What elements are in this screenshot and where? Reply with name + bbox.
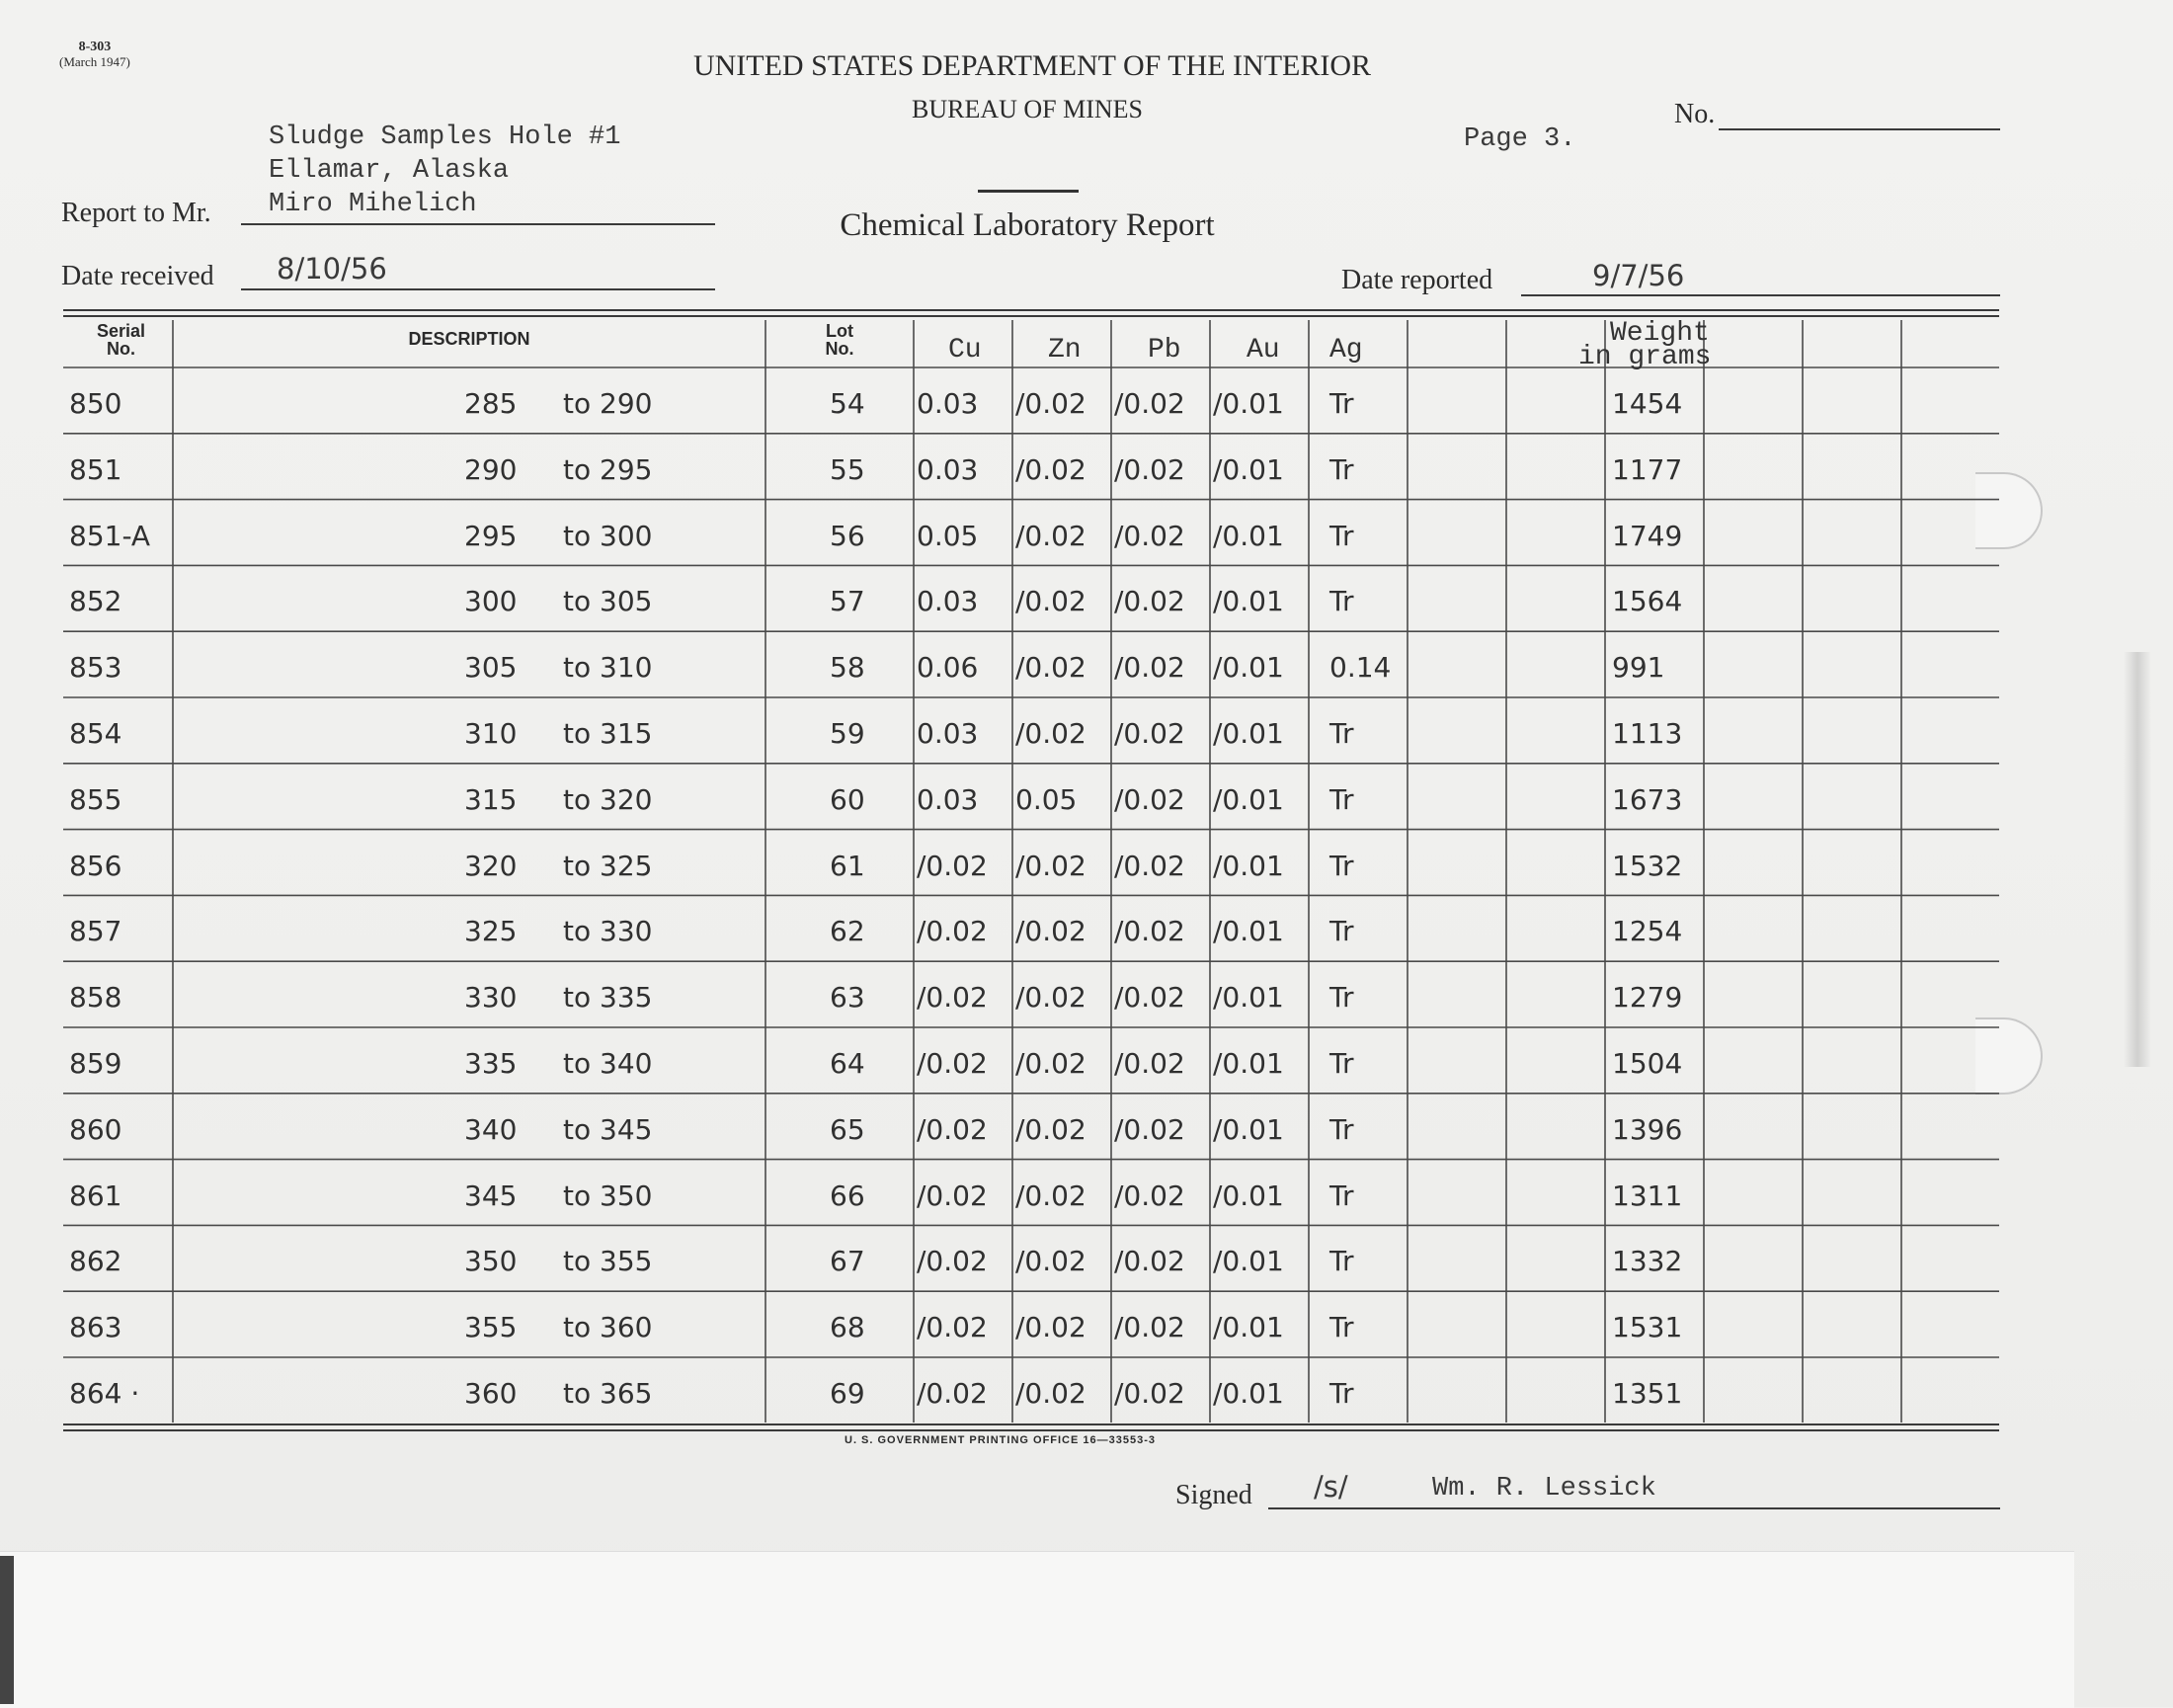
cell-cu: 0.05 (917, 519, 979, 552)
cell-lot: 63 (830, 981, 865, 1015)
cell-cu: /0.02 (917, 1047, 988, 1080)
cell-au: /0.01 (1213, 782, 1284, 816)
header-pb: Pb (1148, 335, 1181, 366)
cell-weight: 1531 (1612, 1311, 1683, 1344)
cell-to: to 340 (563, 1047, 653, 1080)
header-zn: Zn (1048, 335, 1082, 366)
cell-serial: 851 (69, 452, 122, 486)
cell-pb: /0.02 (1114, 849, 1185, 882)
bureau-heading: BUREAU OF MINES (911, 95, 1144, 123)
cell-weight: 1113 (1612, 717, 1683, 750)
report-title: Chemical Laboratory Report (840, 207, 1215, 243)
cell-from: 320 (464, 849, 518, 882)
cell-ag: 0.14 (1329, 651, 1392, 685)
cell-ag: Tr (1329, 717, 1354, 750)
cell-pb: /0.02 (1114, 387, 1185, 420)
cell-to: to 350 (563, 1179, 653, 1212)
department-heading: UNITED STATES DEPARTMENT OF THE INTERIOR (692, 49, 1372, 82)
cell-zn: /0.02 (1015, 1179, 1086, 1212)
cell-au: /0.01 (1213, 1112, 1284, 1146)
cell-to: to 345 (563, 1112, 653, 1146)
cell-serial: 856 (69, 849, 122, 882)
cell-ag: Tr (1329, 1047, 1354, 1080)
cell-zn: /0.02 (1015, 1377, 1086, 1410)
cell-cu: 0.03 (917, 387, 979, 420)
sample-description-line2: Ellamar, Alaska (269, 156, 510, 186)
cell-serial: 850 (69, 387, 122, 420)
cell-ag: Tr (1329, 585, 1354, 618)
cell-zn: /0.02 (1015, 585, 1086, 618)
cell-to: to 310 (563, 651, 653, 685)
cell-to: to 300 (563, 519, 653, 552)
cell-pb: /0.02 (1114, 981, 1185, 1015)
cell-lot: 65 (830, 1112, 865, 1146)
cell-weight: 1749 (1612, 519, 1683, 552)
cell-serial: 863 (69, 1311, 122, 1344)
cell-zn: /0.02 (1015, 519, 1086, 552)
header-lot (765, 322, 914, 358)
header-au: Au (1247, 335, 1280, 366)
signed-label: Signed (1175, 1480, 1252, 1510)
cell-au: /0.01 (1213, 1311, 1284, 1344)
cell-weight: 1454 (1612, 387, 1683, 420)
cell-pb: /0.02 (1114, 585, 1185, 618)
cell-weight: 1351 (1612, 1377, 1683, 1410)
cell-cu: /0.02 (917, 1179, 988, 1212)
cell-pb: /0.02 (1114, 519, 1185, 552)
cell-cu: /0.02 (917, 849, 988, 882)
cell-to: to 315 (563, 717, 653, 750)
cell-pb: /0.02 (1114, 1179, 1185, 1212)
cell-ag: Tr (1329, 782, 1354, 816)
cell-lot: 67 (830, 1245, 865, 1278)
cell-from: 285 (464, 387, 518, 420)
cell-ag: Tr (1329, 1179, 1354, 1212)
cell-cu: /0.02 (917, 1112, 988, 1146)
header-serial (69, 322, 173, 358)
cell-from: 300 (464, 585, 518, 618)
cell-serial: 851-A (69, 519, 151, 552)
cell-ag: Tr (1329, 1377, 1354, 1410)
cell-ag: Tr (1329, 981, 1354, 1015)
cell-au: /0.01 (1213, 651, 1284, 685)
date-reported-value: 9/7/56 (1592, 259, 1685, 292)
cell-zn: /0.02 (1015, 651, 1086, 685)
cell-from: 355 (464, 1311, 518, 1344)
signed-name: Wm. R. Lessick (1432, 1474, 1656, 1504)
cell-weight: 1177 (1612, 452, 1683, 486)
cell-from: 330 (464, 981, 518, 1015)
cell-au: /0.01 (1213, 585, 1284, 618)
cell-zn: /0.02 (1015, 849, 1086, 882)
cell-to: to 325 (563, 849, 653, 882)
cell-lot: 69 (830, 1377, 865, 1410)
cell-serial: 858 (69, 981, 122, 1015)
cell-pb: /0.02 (1114, 1311, 1185, 1344)
cell-lot: 56 (830, 519, 865, 552)
header-weight-line1: Weight (1610, 318, 1710, 349)
report-to-value: Miro Mihelich (269, 190, 477, 219)
cell-weight: 1332 (1612, 1245, 1683, 1278)
form-edition: (March 1947) (59, 54, 130, 69)
cell-au: /0.01 (1213, 915, 1284, 948)
scan-edge (0, 1556, 14, 1704)
cell-serial: 862 (69, 1245, 122, 1278)
cell-weight: 1673 (1612, 782, 1683, 816)
cell-lot: 62 (830, 915, 865, 948)
cell-au: /0.01 (1213, 1047, 1284, 1080)
cell-pb: /0.02 (1114, 651, 1185, 685)
cell-zn: /0.02 (1015, 452, 1086, 486)
cell-au: /0.01 (1213, 1377, 1284, 1410)
cell-au: /0.01 (1213, 1179, 1284, 1212)
cell-pb: /0.02 (1114, 915, 1185, 948)
cell-ag: Tr (1329, 1245, 1354, 1278)
cell-weight: 1504 (1612, 1047, 1683, 1080)
header-cu: Cu (948, 335, 982, 366)
header-description: DESCRIPTION (408, 329, 530, 349)
cell-pb: /0.02 (1114, 1377, 1185, 1410)
cell-zn: /0.02 (1015, 1311, 1086, 1344)
cell-serial: 855 (69, 782, 122, 816)
cell-from: 290 (464, 452, 518, 486)
cell-weight: 1564 (1612, 585, 1683, 618)
signature-underline (1268, 1507, 2000, 1509)
cell-lot: 54 (830, 387, 865, 420)
form-number: 8-303 (78, 40, 112, 54)
cell-au: /0.01 (1213, 849, 1284, 882)
date-reported-label: Date reported (1341, 265, 1493, 295)
cell-lot: 59 (830, 717, 865, 750)
cell-ag: Tr (1329, 849, 1354, 882)
cell-to: to 330 (563, 915, 653, 948)
cell-zn: /0.02 (1015, 1047, 1086, 1080)
cell-au: /0.01 (1213, 981, 1284, 1015)
cell-from: 315 (464, 782, 518, 816)
cell-au: /0.01 (1213, 452, 1284, 486)
cell-zn: /0.02 (1015, 915, 1086, 948)
cell-lot: 66 (830, 1179, 865, 1212)
header-serial-line1: Serial (96, 321, 146, 341)
cell-weight: 1279 (1612, 981, 1683, 1015)
cell-cu: /0.02 (917, 1377, 988, 1410)
cell-to: to 305 (563, 585, 653, 618)
scan-bottom-strip (0, 1551, 2074, 1708)
cell-serial: 854 (69, 717, 122, 750)
cell-weight: 1311 (1612, 1179, 1683, 1212)
cell-cu: 0.03 (917, 717, 979, 750)
cell-serial: 852 (69, 585, 122, 618)
cell-zn: /0.02 (1015, 387, 1086, 420)
date-received-label: Date received (61, 261, 214, 291)
cell-au: /0.01 (1213, 519, 1284, 552)
cell-lot: 64 (830, 1047, 865, 1080)
cell-serial: 857 (69, 915, 122, 948)
cell-cu: 0.03 (917, 452, 979, 486)
cell-to: to 295 (563, 452, 653, 486)
cell-serial: 864 · (69, 1377, 140, 1410)
cell-from: 295 (464, 519, 518, 552)
cell-au: /0.01 (1213, 717, 1284, 750)
report-to-label: Report to Mr. (61, 198, 211, 228)
cell-zn: /0.02 (1015, 981, 1086, 1015)
cell-cu: /0.02 (917, 915, 988, 948)
cell-serial: 853 (69, 651, 122, 685)
cell-to: to 335 (563, 981, 653, 1015)
cell-pb: /0.02 (1114, 1047, 1185, 1080)
cell-lot: 58 (830, 651, 865, 685)
cell-ag: Tr (1329, 1311, 1354, 1344)
cell-weight: 1532 (1612, 849, 1683, 882)
cell-from: 335 (464, 1047, 518, 1080)
header-lot-line1: Lot (826, 321, 853, 341)
cell-from: 340 (464, 1112, 518, 1146)
cell-from: 350 (464, 1245, 518, 1278)
cell-cu: /0.02 (917, 1311, 988, 1344)
header-lot-line2: No. (825, 339, 854, 359)
cell-from: 345 (464, 1179, 518, 1212)
page-number: Page 3. (1464, 124, 1576, 154)
cell-lot: 61 (830, 849, 865, 882)
cell-serial: 860 (69, 1112, 122, 1146)
cell-ag: Tr (1329, 519, 1354, 552)
cell-serial: 859 (69, 1047, 122, 1080)
cell-serial: 861 (69, 1179, 122, 1212)
header-serial-line2: No. (107, 339, 135, 359)
cell-pb: /0.02 (1114, 717, 1185, 750)
cell-lot: 68 (830, 1311, 865, 1344)
date-received-value: 8/10/56 (277, 252, 387, 285)
cell-to: to 355 (563, 1245, 653, 1278)
cell-lot: 57 (830, 585, 865, 618)
cell-to: to 320 (563, 782, 653, 816)
cell-au: /0.01 (1213, 387, 1284, 420)
cell-zn: /0.02 (1015, 717, 1086, 750)
cell-ag: Tr (1329, 387, 1354, 420)
cell-ag: Tr (1329, 1112, 1354, 1146)
sample-description-line1: Sludge Samples Hole #1 (269, 122, 621, 152)
cell-from: 325 (464, 915, 518, 948)
cell-weight: 1254 (1612, 915, 1683, 948)
cell-au: /0.01 (1213, 1245, 1284, 1278)
cell-from: 360 (464, 1377, 518, 1410)
cell-pb: /0.02 (1114, 1245, 1185, 1278)
cell-ag: Tr (1329, 915, 1354, 948)
cell-lot: 60 (830, 782, 865, 816)
signed-mark: /s/ (1314, 1470, 1348, 1504)
cell-ag: Tr (1329, 452, 1354, 486)
cell-cu: 0.03 (917, 585, 979, 618)
cell-cu: /0.02 (917, 981, 988, 1015)
no-label: No. (1674, 99, 1716, 129)
cell-to: to 290 (563, 387, 653, 420)
cell-pb: /0.02 (1114, 452, 1185, 486)
header-weight-line2: in grams (1578, 342, 1712, 372)
cell-weight: 991 (1612, 651, 1665, 685)
header-ag: Ag (1329, 335, 1363, 366)
printing-office-imprint: U. S. GOVERNMENT PRINTING OFFICE 16—33553-3 (845, 1434, 1157, 1446)
cell-from: 310 (464, 717, 518, 750)
cell-zn: /0.02 (1015, 1112, 1086, 1146)
cell-cu: /0.02 (917, 1245, 988, 1278)
cell-pb: /0.02 (1114, 782, 1185, 816)
cell-cu: 0.06 (917, 651, 979, 685)
cell-to: to 360 (563, 1311, 653, 1344)
cell-pb: /0.02 (1114, 1112, 1185, 1146)
cell-lot: 55 (830, 452, 865, 486)
cell-from: 305 (464, 651, 518, 685)
cell-zn: /0.02 (1015, 1245, 1086, 1278)
cell-zn: 0.05 (1015, 782, 1078, 816)
cell-cu: 0.03 (917, 782, 979, 816)
cell-weight: 1396 (1612, 1112, 1683, 1146)
cell-to: to 365 (563, 1377, 653, 1410)
